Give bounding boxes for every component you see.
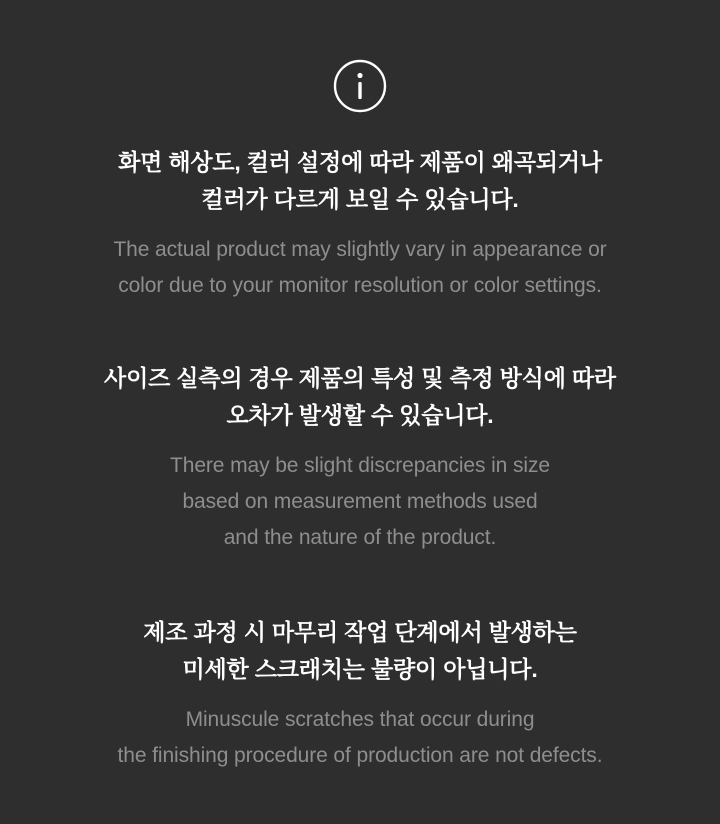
- notice-3-korean: [0, 614, 720, 688]
- notice-3-korean-line-1: 제조 과정 시 마무리 작업 단계에서 발생하는: [143, 619, 577, 645]
- notice-2-english: [0, 448, 720, 556]
- notice-1-korean: [0, 144, 720, 218]
- notice-2-korean-line-1: 사이즈 실측의 경우 제품의 특성 및 측정 방식에 따라: [104, 365, 616, 391]
- notice-block-3: [0, 614, 720, 774]
- notice-1-english-line-2: color due to your monitor resolution or color settings.: [118, 274, 602, 297]
- notice-1-korean-line-2: 컬러가 다르게 보일 수 있습니다.: [201, 186, 519, 212]
- notice-block-2: [0, 360, 720, 556]
- notice-3-korean-line-2: 미세한 스크래치는 불량이 아닙니다.: [182, 656, 538, 682]
- notice-3-english-line-1: Minuscule scratches that occur during: [185, 708, 535, 731]
- notice-1-korean-line-1: 화면 해상도, 컬러 설정에 따라 제품이 왜곡되거나: [118, 149, 602, 175]
- notice-2-english-line-1: There may be slight discrepancies in size: [170, 454, 550, 477]
- notice-1-english-line-1: The actual product may slightly vary in appearance or: [113, 238, 607, 261]
- notice-2-korean: [0, 360, 720, 434]
- notice-2-english-line-2: based on measurement methods used: [182, 490, 538, 513]
- notice-2-korean-line-2: 오차가 발생할 수 있습니다.: [226, 402, 494, 428]
- info-icon: [332, 58, 388, 114]
- notice-2-english-line-3: and the nature of the product.: [223, 526, 497, 549]
- notice-block-1: [0, 144, 720, 304]
- notice-3-english: [0, 702, 720, 774]
- notice-1-english: [0, 232, 720, 304]
- notice-3-english-line-2: the finishing procedure of production are not defects.: [117, 744, 603, 767]
